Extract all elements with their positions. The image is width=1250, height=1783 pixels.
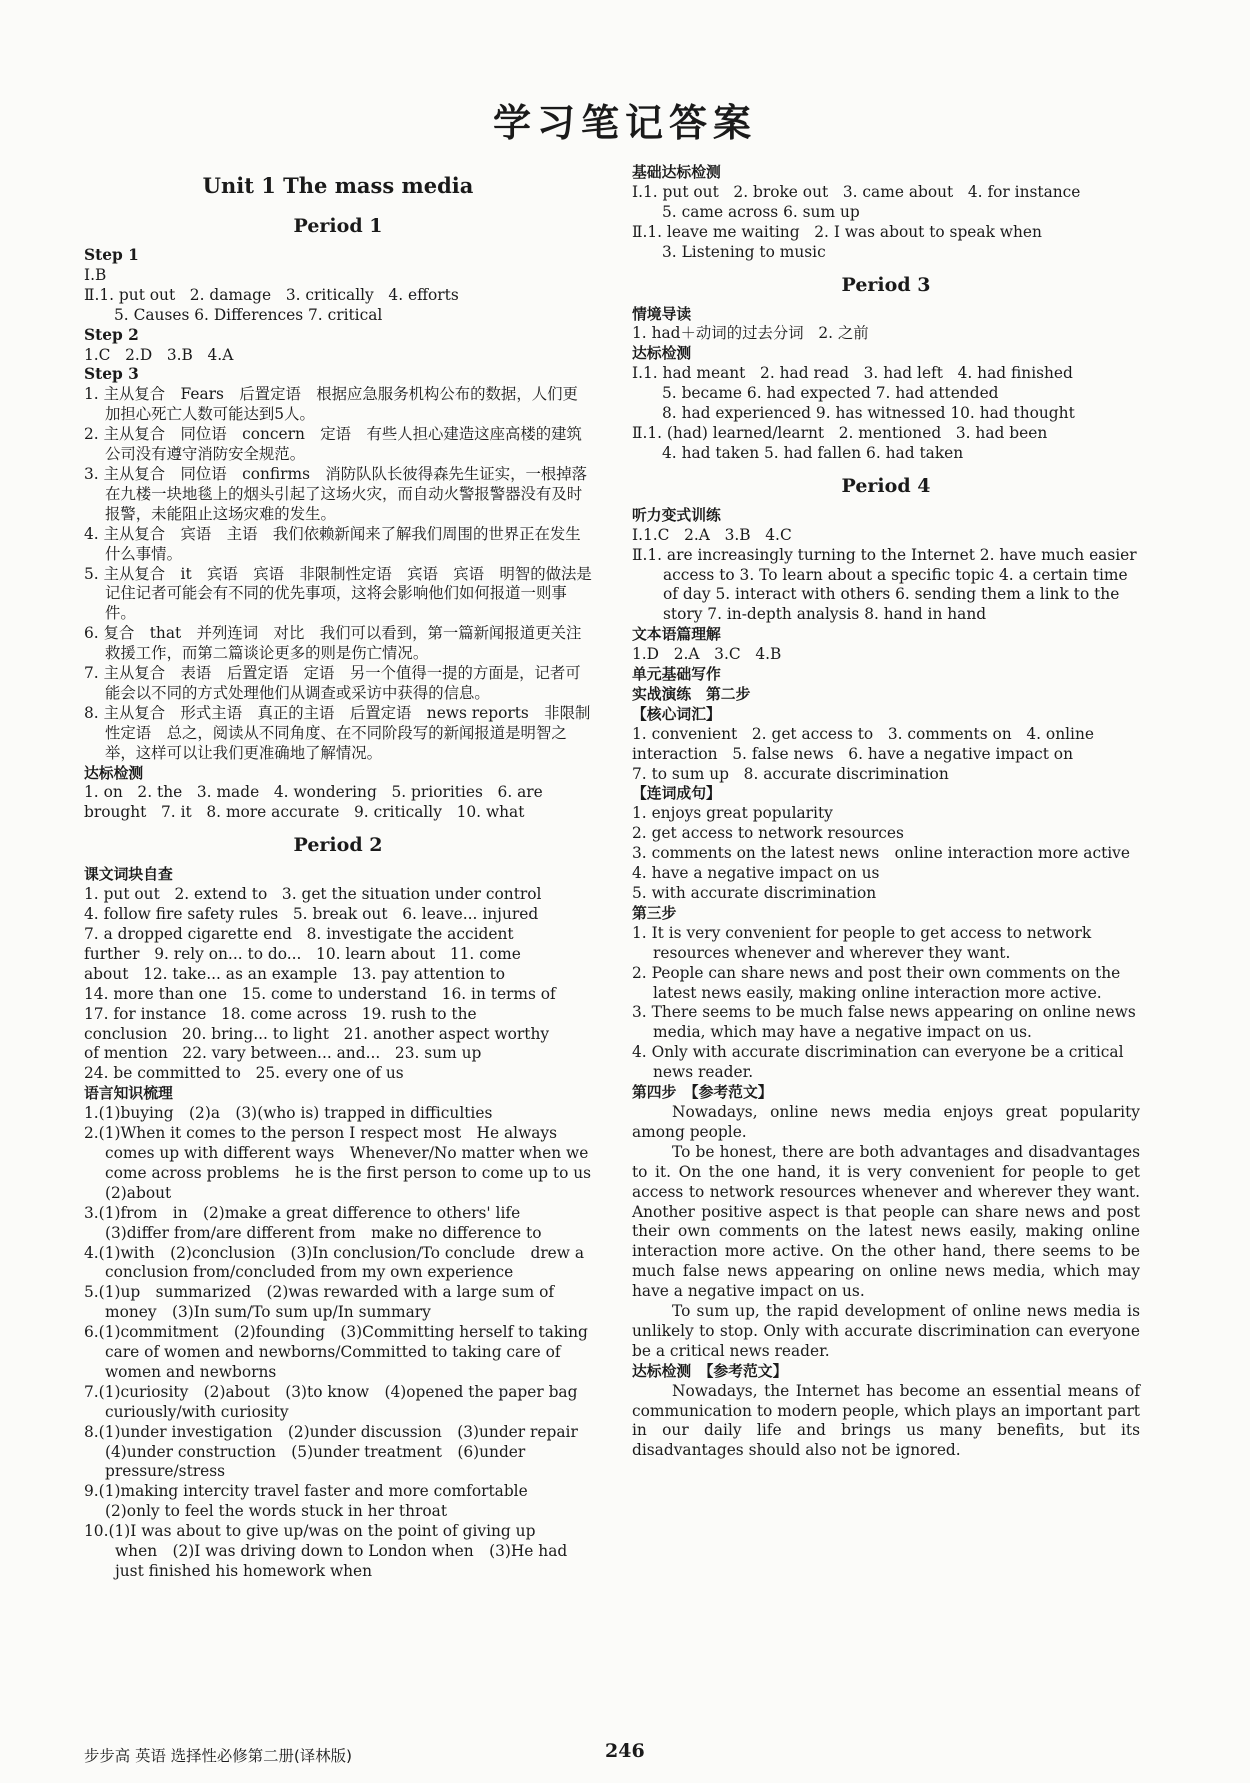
step1-line: Ⅰ.B xyxy=(84,265,107,284)
disan-item: 2. People can share news and post their own comments on the latest news easily, making online interaction more active. xyxy=(632,963,1121,1002)
dabiao3-line: 5. became 6. had expected 7. had attended xyxy=(662,384,999,403)
model-essay-paragraph: Nowadays, the Internet has become an essential means of communication to modern people, which plays an important part in our daily life and brings us many benefits, but its disadvantages should also not be ignored. xyxy=(632,1381,1140,1460)
step3-item: 4. 主从复合 宾语 主语 我们依赖新闻来了解我们周围的世界正在发生什么事情。 xyxy=(84,524,581,563)
disan-item: 4. Only with accurate discrimination can everyone be a critical news reader. xyxy=(632,1043,1124,1082)
jichu-line: 3. Listening to music xyxy=(662,242,826,261)
lianci-item: 4. have a negative impact on us xyxy=(632,864,880,883)
period-3-title: Period 3 xyxy=(841,273,931,296)
wenben-label: 文本语篇理解 xyxy=(632,626,721,644)
qingjing-label: 情境导读 xyxy=(632,305,692,323)
lianci-item: 5. with accurate discrimination xyxy=(632,884,877,902)
dabiao3-line: 8. had experienced 9. has witnessed 10. had thought xyxy=(662,404,1075,423)
lianci-item: 3. comments on the latest news online interaction more active xyxy=(632,844,1130,863)
yuyan-item: 8.(1)under investigation (2)under discussion (3)under repair (4)under construction (5)under treatment (6)under pressure/stress xyxy=(84,1422,594,1481)
disan-item: 1. It is very convenient for people to get access to network resources whenever and wherever they want. xyxy=(632,923,1092,962)
step3-item: 8. 主从复合 形式主语 真正的主语 后置定语 news reports 非限制性定语 总之，阅读从不同角度、在不同阶段写的新闻报道是明智之举，这样可以让我们更准确地了解情况。 xyxy=(84,703,591,762)
kewen-line: 14. more than one 15. come to understand 16. in terms of xyxy=(84,984,556,1003)
step2-label: Step 2 xyxy=(84,325,139,344)
hexin-line: interaction 5. false news 6. have a negative impact on xyxy=(632,744,1073,763)
wenben-line: 1.D 2.A 3.C 4.B xyxy=(632,645,782,664)
hexin-line: 7. to sum up 8. accurate discrimination xyxy=(632,764,949,783)
kewen-line: 24. be committed to 25. every one of us xyxy=(84,1064,404,1083)
dabiao-label: 达标检测 xyxy=(84,764,144,782)
model-essay-paragraph: To be honest, there are both advantages and disadvantages to it. On the one hand, it is very convenient for people to get access to network resources whenever and wherever they want. Another positive aspect is that people can share news and post their own comments on the latest news easily, making online interaction more active. On the other hand, there seems to be much false news appearing on online news media, which may have a negative impact on us. xyxy=(632,1142,1140,1301)
footer: 步步高 英语 选择性必修第二册(译林版) xyxy=(84,1747,353,1765)
step2-line: 1.C 2.D 3.B 4.A xyxy=(84,345,234,364)
step1-line: Ⅱ.1. put out 2. damage 3. critically 4. efforts xyxy=(84,285,459,304)
dabiao4-label: 达标检测 【参考范文】 xyxy=(632,1362,788,1380)
step3-label: Step 3 xyxy=(84,365,139,384)
yuyan-item: 1.(1)buying (2)a (3)(who is) trapped in difficulties xyxy=(84,1104,493,1123)
period-4-title: Period 4 xyxy=(841,474,931,497)
kewen-label: 课文词块自查 xyxy=(84,866,173,884)
kewen-line: conclusion 20. bring... to light 21. another aspect worthy xyxy=(84,1024,550,1043)
yuyan-item: 5.(1)up summarized (2)was rewarded with a large sum of money (3)In sum/To sum up/In summary xyxy=(84,1283,555,1322)
jichu-line: 5. came across 6. sum up xyxy=(662,202,860,221)
jichu-line: Ⅱ.1. leave me waiting 2. I was about to speak when xyxy=(632,222,1042,241)
qingjing-line: 1. had＋动词的过去分词 2. 之前 xyxy=(632,324,869,343)
kewen-line: 4. follow fire safety rules 5. break out 6. leave... injured xyxy=(84,905,539,924)
period-2-title: Period 2 xyxy=(293,834,383,857)
jichu-label: 基础达标检测 xyxy=(632,164,721,181)
kewen-line: about 12. take... as an example 13. pay attention to xyxy=(84,964,506,983)
kewen-line: 17. for instance 18. come across 19. rush to the xyxy=(84,1004,477,1023)
lianci-item: 1. enjoys great popularity xyxy=(632,804,833,823)
page-number: 246 xyxy=(605,1740,645,1762)
shizhan-label: 实战演练 第二步 xyxy=(632,685,751,703)
dabiao3-line: 4. had taken 5. had fallen 6. had taken xyxy=(662,443,964,462)
page-title: 学习笔记答案 xyxy=(492,101,757,145)
danyuan-label: 单元基础写作 xyxy=(632,666,721,684)
step3-item: 3. 主从复合 同位语 confirms 消防队队长彼得森先生证实，一根掉落在九楼一块地毯上的烟头引起了这场火灾，而自动火警报警器没有及时报警，未能阻止这场灾难的发生。 xyxy=(84,464,588,523)
period-1-title: Period 1 xyxy=(293,215,383,237)
kewen-line: 7. a dropped cigarette end 8. investigate the accident xyxy=(84,925,514,943)
yuyan-item: 3.(1)from in (2)make a great difference to others' life (3)differ from/are different from make no difference to xyxy=(84,1203,542,1242)
step1-label: Step 1 xyxy=(84,246,139,264)
unit-title: Unit 1 The mass media xyxy=(202,173,474,198)
yuyan-item: 7.(1)curiosity (2)about (3)to know (4)opened the paper bag curiously/with curiosity xyxy=(84,1382,578,1421)
yuyan-item: 10.(1)I was about to give up/was on the point of giving up when (2)I was driving down to London when (3)He had just finished his homework when xyxy=(84,1522,568,1580)
kewen-line: further 9. rely on... to do... 10. learn about 11. come xyxy=(84,944,521,963)
lianci-label: 【连词成句】 xyxy=(632,785,721,803)
yuyan-item: 6.(1)commitment (2)founding (3)Committing herself to taking care of women and newborns/Committed to taking care of women and newborns xyxy=(84,1323,588,1381)
jichu-line: Ⅰ.1. put out 2. broke out 3. came about 4. for instance xyxy=(632,182,1081,201)
left-column xyxy=(84,164,607,1582)
step3-item: 6. 复合 that 并列连词 对比 我们可以看到，第一篇新闻报道更关注救援工作，而第二篇谈论更多的则是伤亡情况。 xyxy=(84,624,582,663)
tingli-label: 听力变式训练 xyxy=(632,506,721,524)
model-essay-paragraph: To sum up, the rapid development of online news media is unlikely to stop. Only with accurate discrimination can everyone be a critical news reader. xyxy=(632,1302,1140,1360)
lianci-item: 2. get access to network resources xyxy=(632,824,904,843)
hexin-label: 【核心词汇】 xyxy=(632,705,721,723)
model-essay-paragraph: Nowadays, online news media enjoys great popularity among people. xyxy=(632,1102,1140,1141)
dabiao3-line: Ⅱ.1. (had) learned/learnt 2. mentioned 3. had been xyxy=(632,423,1048,442)
tingli-line: Ⅱ.1. are increasingly turning to the Internet 2. have much easier access to 3. To learn about a specific topic 4. a certain time of day 5. interact with others 6. sending them a link to the story 7. in-depth analysis 8. hand in hand xyxy=(632,545,1137,624)
kewen-line: of mention 22. vary between... and... 23. sum up xyxy=(84,1044,482,1063)
step3-item: 1. 主从复合 Fears 后置定语 根据应急服务机构公布的数据，人们更加担心死亡人数可能达到5人。 xyxy=(84,385,578,424)
step3-item: 2. 主从复合 同位语 concern 定语 有些人担心建造这座高楼的建筑公司没有遵守消防安全规范。 xyxy=(84,425,582,464)
right-column xyxy=(632,163,1140,1461)
hexin-line: 1. convenient 2. get access to 3. comments on 4. online xyxy=(632,724,1094,743)
disi-label: 第四步 【参考范文】 xyxy=(632,1084,773,1102)
yuyan-item: 4.(1)with (2)conclusion (3)In conclusion/To conclude drew a conclusion from/concluded from my own experience xyxy=(84,1243,585,1282)
kewen-line: 1. put out 2. extend to 3. get the situation under control xyxy=(84,885,542,904)
dabiao-line: brought 7. it 8. more accurate 9. critically 10. what xyxy=(84,803,525,822)
dabiao3-line: Ⅰ.1. had meant 2. had read 3. had left 4. had finished xyxy=(632,364,1073,383)
disan-label: 第三步 xyxy=(632,904,677,922)
yuyan-label: 语言知识梳理 xyxy=(84,1085,173,1103)
dabiao3-label: 达标检测 xyxy=(632,345,692,363)
step3-item: 5. 主从复合 it 宾语 宾语 非限制性定语 宾语 宾语 明智的做法是记住记者可能会有不同的优先事项，这将会影响他们如何报道一则事件。 xyxy=(84,564,592,623)
yuyan-item: 9.(1)making intercity travel faster and more comfortable (2)only to feel the words stuck in her throat xyxy=(84,1482,544,1521)
tingli-line: Ⅰ.1.C 2.A 3.B 4.C xyxy=(632,525,792,544)
step1-line: 5. Causes 6. Differences 7. critical xyxy=(114,305,383,324)
step3-item: 7. 主从复合 表语 后置定语 定语 另一个值得一提的方面是，记者可能会以不同的方式处理他们从调查或采访中获得的信息。 xyxy=(84,664,581,702)
dabiao-line: 1. on 2. the 3. made 4. wondering 5. priorities 6. are xyxy=(84,783,543,802)
yuyan-item: 2.(1)When it comes to the person I respect most He always comes up with different ways Whenever/No matter when we come across problems he is the first person to come up to us (2)about xyxy=(84,1124,607,1202)
disan-item: 3. There seems to be much false news appearing on online news media, which may have a negative impact on us. xyxy=(632,1003,1136,1042)
